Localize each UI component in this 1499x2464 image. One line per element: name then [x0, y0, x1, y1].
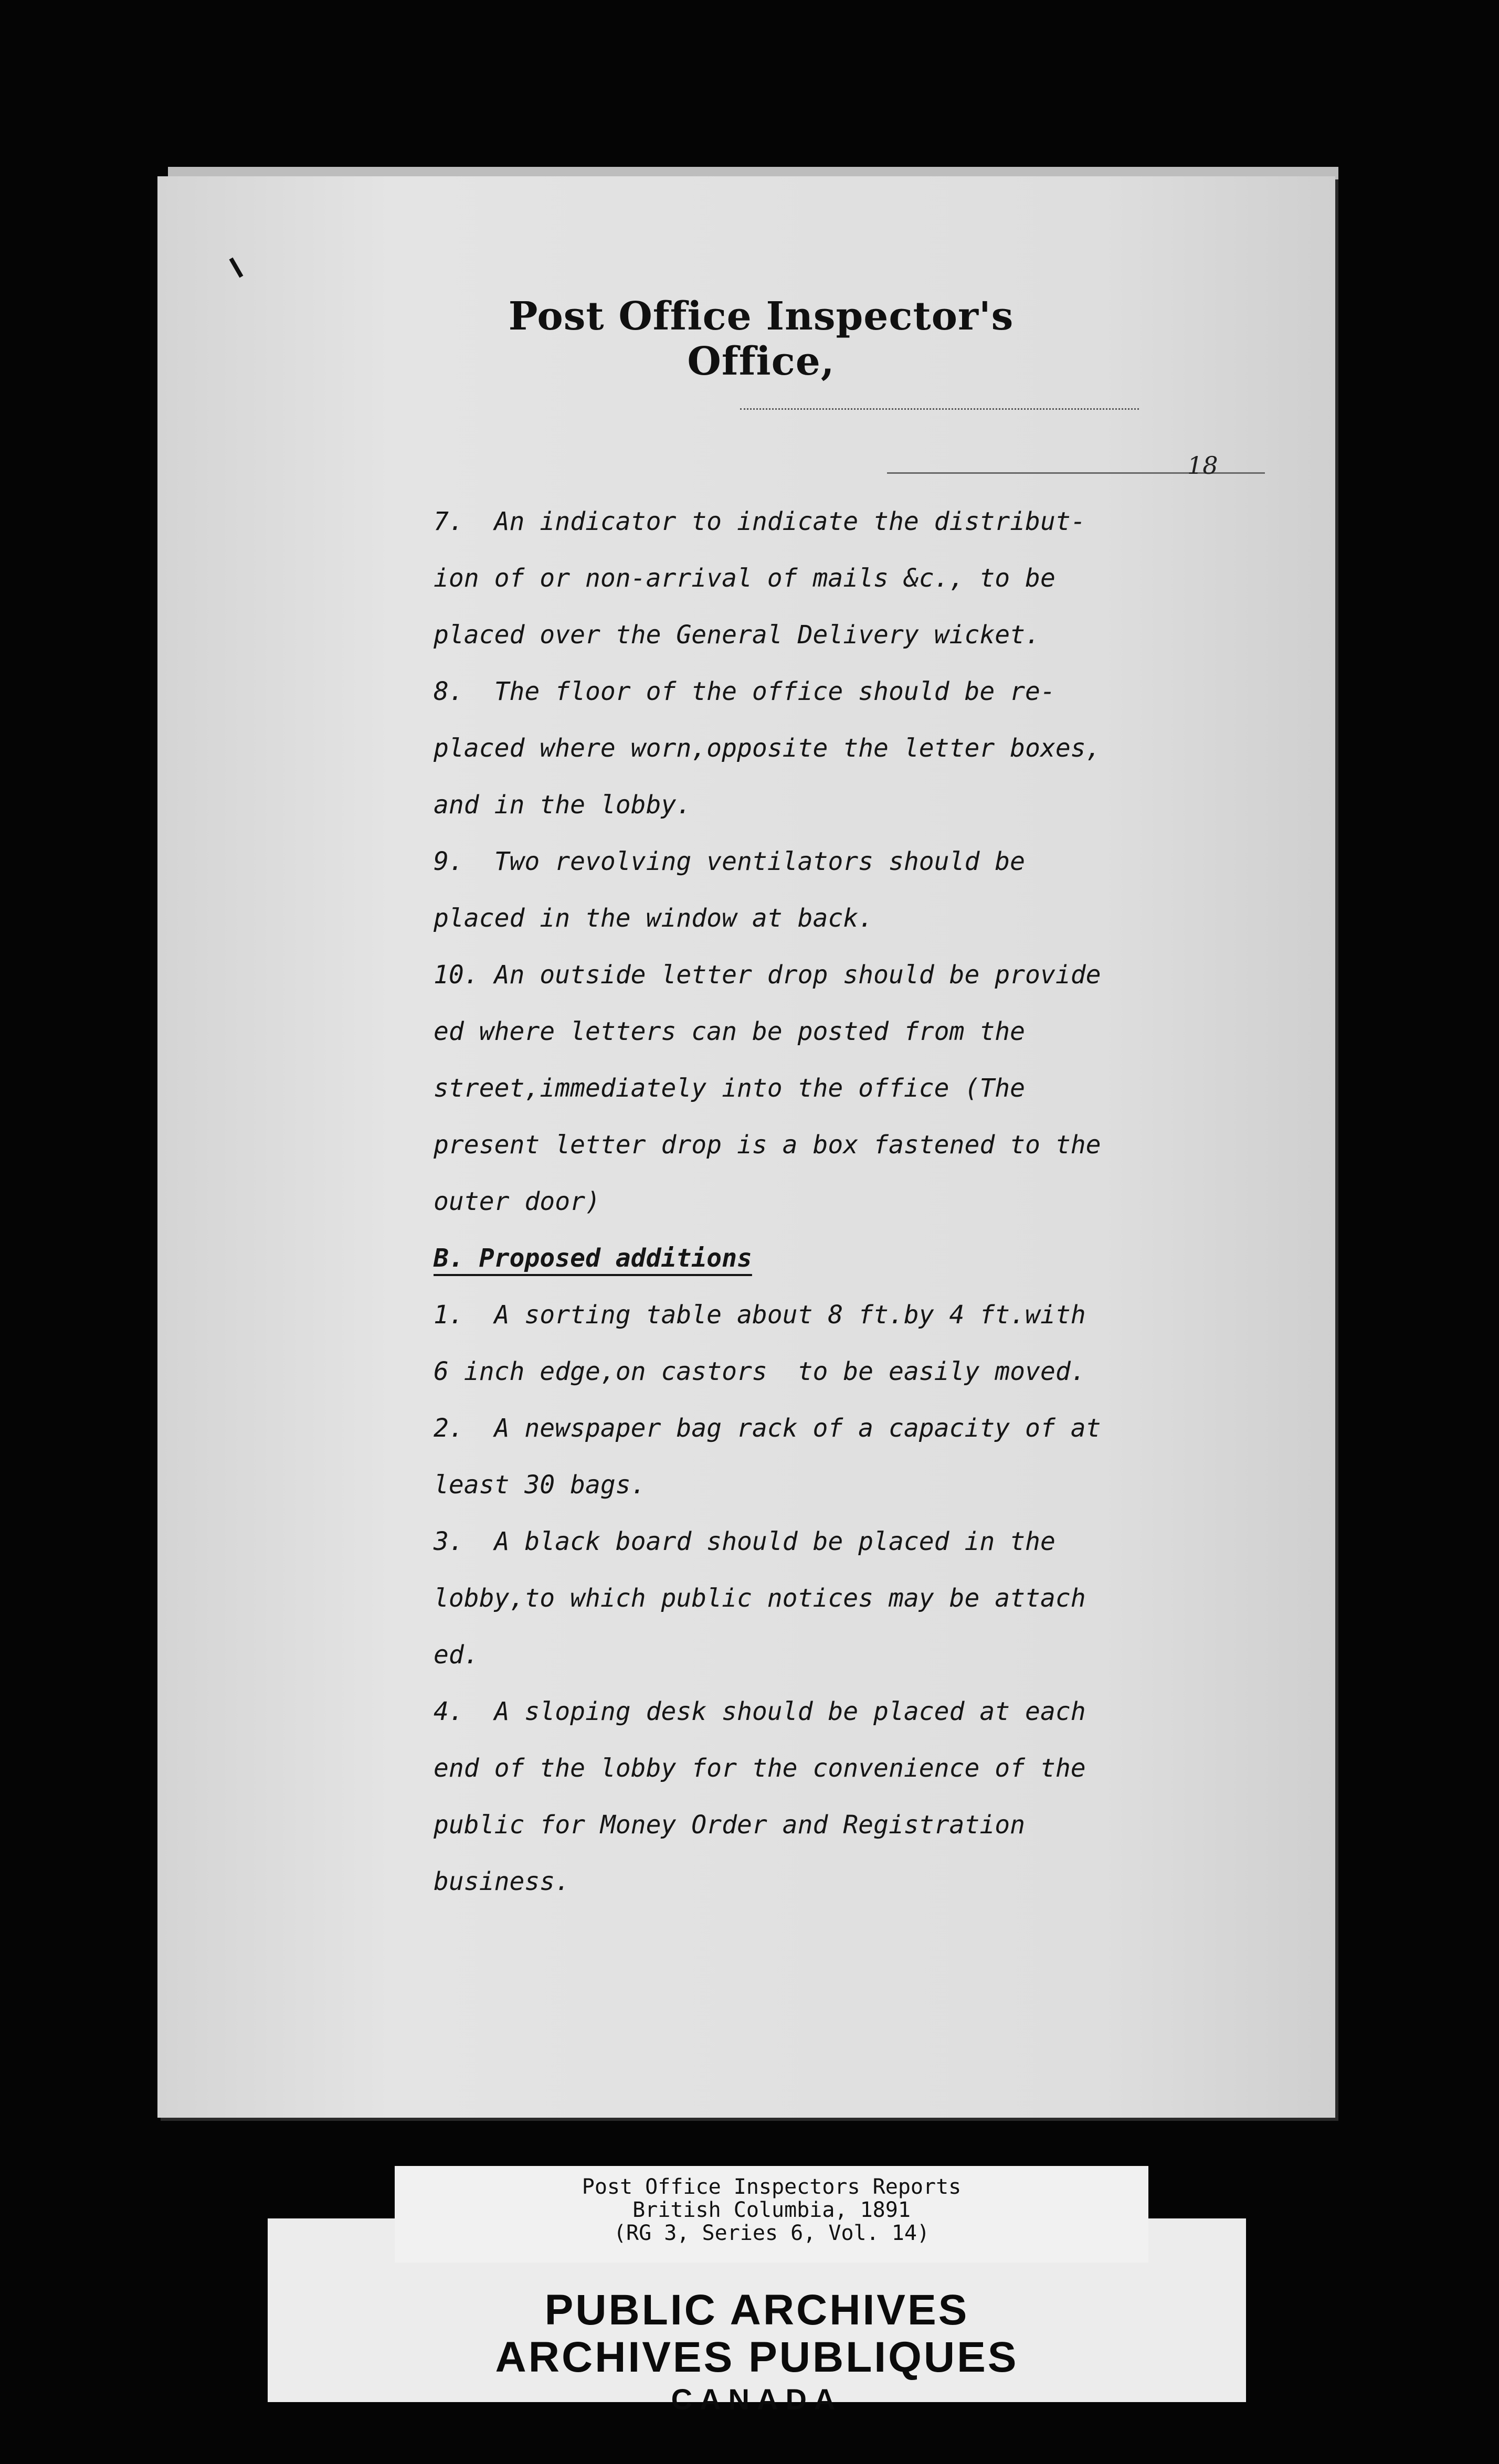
body-line: least 30 bags.: [434, 1470, 646, 1500]
archive-label-reference: (RG 3, Series 6, Vol. 14): [613, 2221, 930, 2245]
archive-stamp-line-en: PUBLIC ARCHIVES: [544, 2286, 969, 2334]
archive-stamp-country: CANADA: [671, 2383, 843, 2416]
body-line: ion of or non-arrival of mails &c., to be: [434, 564, 1055, 593]
section-heading: B. Proposed additions: [434, 1244, 752, 1273]
body-line: and in the lobby.: [434, 790, 692, 820]
year-prefix: 18: [1187, 451, 1218, 480]
archive-label-region: British Columbia, 1891: [632, 2198, 911, 2222]
body-line: 10. An outside letter drop should be provide: [434, 960, 1101, 990]
body-line: end of the lobby for the convenience of the: [434, 1754, 1086, 1783]
archive-stamp-line-fr: ARCHIVES PUBLIQUES: [495, 2333, 1019, 2381]
body-line: ed where letters can be posted from the: [434, 1017, 1026, 1046]
body-line: 1. A sorting table about 8 ft.by 4 ft.with: [434, 1300, 1086, 1330]
body-line: 6 inch edge,on castors to be easily moved.: [434, 1357, 1086, 1386]
body-line: street,immediately into the office (The: [434, 1074, 1026, 1103]
body-line: 3. A black board should be placed in the: [434, 1527, 1055, 1556]
letterhead: Post Office Inspector's Office,: [508, 294, 1014, 384]
body-line: 4. A sloping desk should be placed at each: [434, 1697, 1086, 1726]
body-line: outer door): [434, 1187, 600, 1216]
document-body: [434, 493, 1284, 1910]
body-line: business.: [434, 1867, 571, 1896]
archive-label-title: Post Office Inspectors Reports: [582, 2175, 962, 2199]
body-line: 7. An indicator to indicate the distribut-: [434, 507, 1086, 536]
body-line: placed in the window at back.: [434, 904, 874, 933]
body-line: placed over the General Delivery wicket.: [434, 620, 1040, 650]
body-line: present letter drop is a box fastened to the: [434, 1130, 1101, 1160]
body-line: public for Money Order and Registration: [434, 1810, 1026, 1840]
date-line: [740, 408, 1139, 410]
body-line: 2. A newspaper bag rack of a capacity of at: [434, 1414, 1101, 1443]
body-line: 8. The floor of the office should be re-: [434, 677, 1055, 706]
body-line: placed where worn,opposite the letter boxes,: [434, 734, 1101, 763]
body-line: lobby,to which public notices may be attach: [434, 1584, 1086, 1613]
body-line: ed.: [434, 1640, 479, 1670]
body-line: 9. Two revolving ventilators should be: [434, 847, 1026, 876]
archive-label: [395, 2166, 1148, 2263]
